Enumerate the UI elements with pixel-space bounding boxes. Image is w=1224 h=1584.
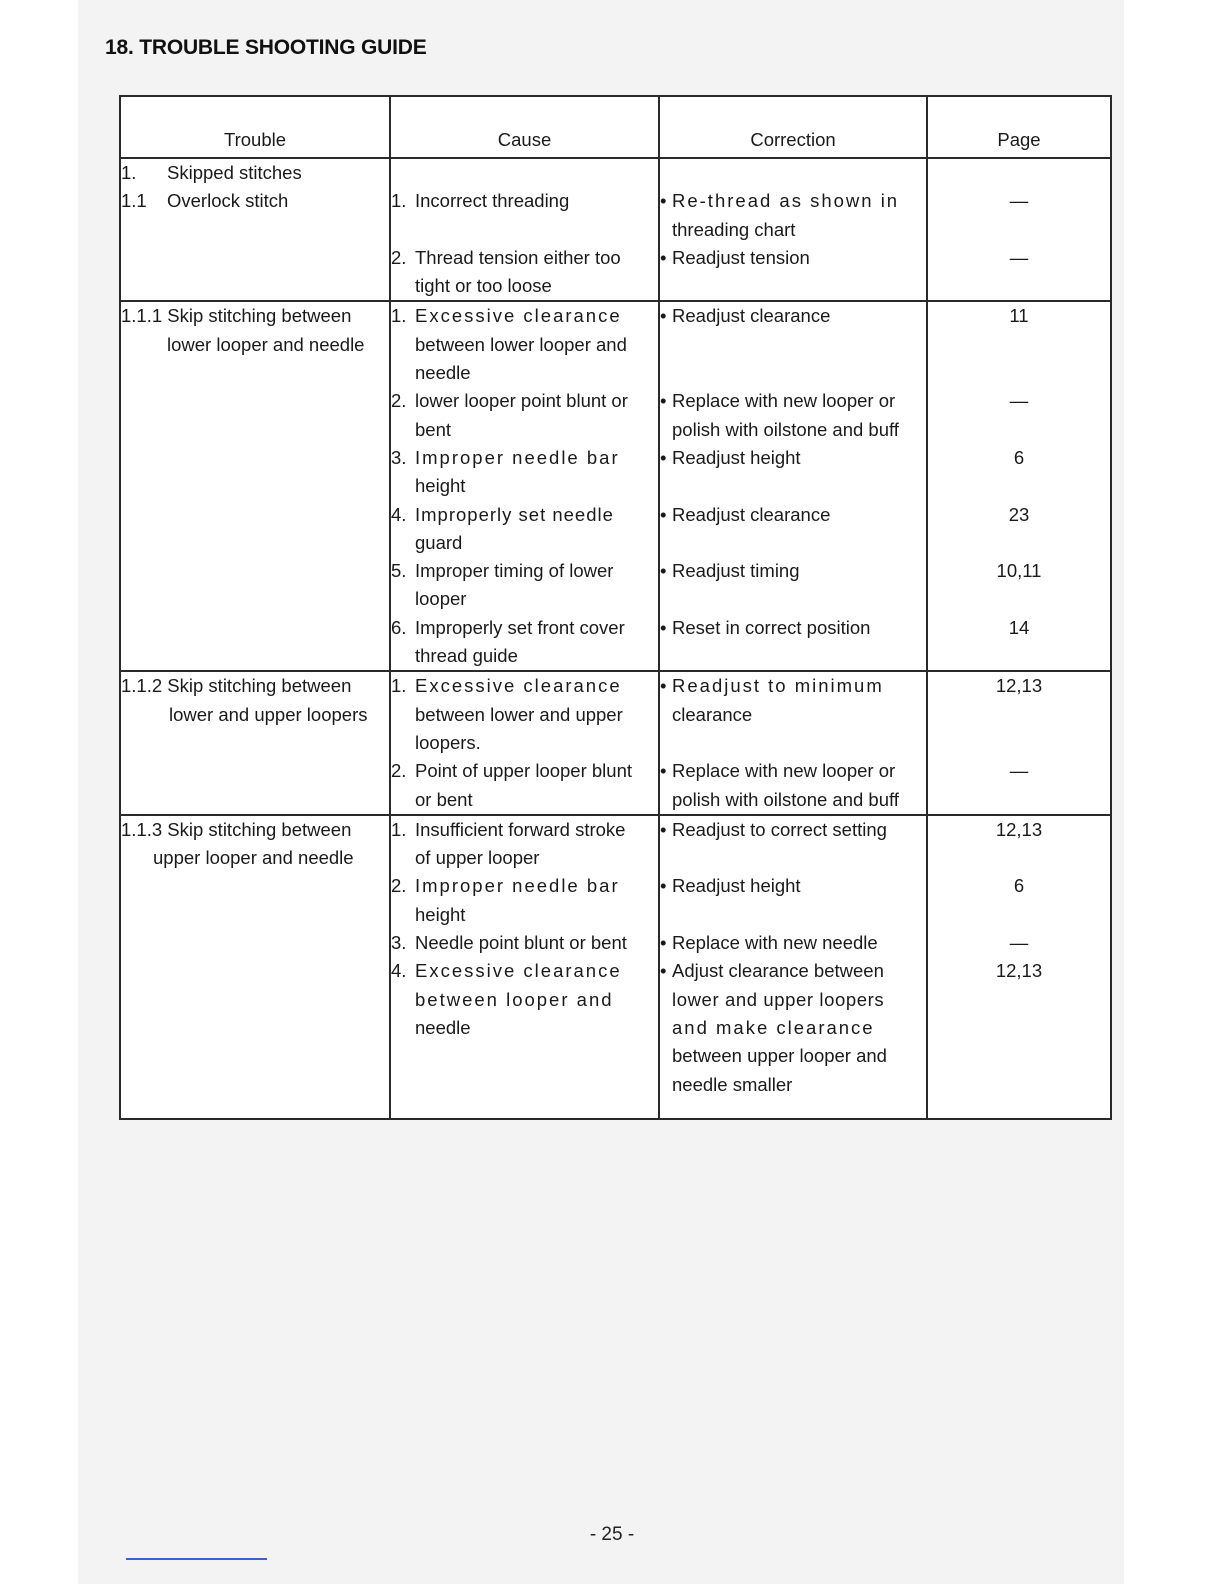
trouble-text: lower and upper loopers bbox=[169, 703, 368, 725]
page-ref: 12,13 bbox=[995, 675, 1043, 697]
correction-item: • Readjust to minimum clearance bbox=[660, 672, 926, 729]
page-ref: 12,13 bbox=[995, 960, 1043, 982]
bullet-icon: • bbox=[660, 190, 669, 212]
correction-item: • Readjust height bbox=[660, 872, 926, 900]
bullet-icon: • bbox=[660, 305, 667, 327]
page-cell bbox=[927, 158, 1111, 301]
page-ref: — bbox=[1009, 390, 1029, 412]
page-ref: 14 bbox=[1008, 616, 1030, 638]
cause-item: 1. Insufficient forward stroke of upper looper bbox=[391, 818, 626, 869]
cause-item: 1. Excessive clearance between lower looper and needle bbox=[391, 305, 627, 384]
trouble-text: Skip stitching between bbox=[167, 818, 352, 840]
header-trouble: Trouble bbox=[120, 96, 390, 158]
cause-item: 2. Point of upper looper blunt or bent bbox=[391, 760, 633, 810]
cause-item: 6. Improperly set front cover thread guide bbox=[391, 616, 625, 667]
page-ref: — bbox=[1009, 246, 1029, 268]
bullet-icon: • bbox=[660, 875, 667, 897]
trouble-text: Skip stitching between bbox=[167, 675, 352, 697]
correction-cell bbox=[659, 671, 927, 814]
table-row bbox=[120, 158, 1111, 301]
bullet-icon: • bbox=[660, 616, 667, 638]
correction-cell bbox=[659, 301, 927, 671]
page-ref: 11 bbox=[1009, 305, 1029, 327]
trouble-text: upper looper and needle bbox=[153, 847, 354, 869]
page-cell bbox=[927, 815, 1111, 1119]
trouble-text: Skip stitching between bbox=[167, 305, 352, 327]
bullet-icon: • bbox=[660, 675, 669, 697]
bullet-icon: • bbox=[660, 503, 667, 525]
cause-cell bbox=[390, 301, 659, 671]
correction-item: • Replace with new looper or polish with oilstone and buff bbox=[660, 387, 926, 444]
cause-item: 2. lower looper point blunt or bent bbox=[391, 390, 628, 440]
trouble-cell bbox=[120, 815, 390, 1119]
bullet-icon: • bbox=[660, 818, 667, 840]
cause-item: 4. Excessive clearance between looper and needle bbox=[391, 960, 622, 1038]
trouble-number: 1.1.2 bbox=[121, 675, 163, 697]
bullet-icon: • bbox=[660, 932, 667, 954]
page-title: 18. TROUBLE SHOOTING GUIDE bbox=[105, 36, 427, 59]
page-number: - 25 - bbox=[589, 1524, 635, 1545]
cause-item: 1. Excessive clearance between lower and upper loopers. bbox=[391, 675, 623, 753]
correction-item: • Readjust clearance bbox=[660, 501, 926, 529]
page-cell bbox=[927, 671, 1111, 814]
cause-item: 2. Improper needle bar height bbox=[391, 875, 620, 925]
trouble-text: Skipped stitches bbox=[167, 162, 302, 183]
correction-item: • Reset in correct position bbox=[660, 614, 926, 642]
cause-cell bbox=[390, 158, 659, 301]
header-row bbox=[120, 96, 1111, 158]
cause-cell bbox=[390, 815, 659, 1119]
cause-item: 3. Needle point blunt or bent bbox=[391, 932, 627, 954]
correction-item: • Readjust clearance bbox=[660, 302, 926, 330]
trouble-shooting-table bbox=[119, 95, 1112, 1120]
bullet-icon: • bbox=[660, 246, 667, 268]
header-page: Page bbox=[927, 96, 1111, 158]
correction-item: • Readjust height bbox=[660, 444, 926, 472]
correction-item: • Re-thread as shown in threading chart bbox=[660, 187, 926, 244]
page-ref: — bbox=[1009, 190, 1029, 212]
trouble-cell bbox=[120, 158, 390, 301]
header-cause: Cause bbox=[390, 96, 659, 158]
cause-item: 4. Improperly set needle guard bbox=[391, 503, 614, 553]
cause-cell bbox=[390, 671, 659, 814]
correction-item: • Adjust clearance between lower and upper loopers and make clearance between upper looper and needle smaller bbox=[660, 957, 926, 1098]
table-row bbox=[120, 671, 1111, 814]
trouble-text: lower looper and needle bbox=[167, 333, 365, 355]
table-row bbox=[120, 301, 1111, 671]
cause-item: 2. Thread tension either too tight or too loose bbox=[391, 246, 621, 297]
page-ref: 12,13 bbox=[995, 818, 1043, 840]
cause-item: 5. Improper timing of lower looper bbox=[391, 560, 614, 610]
page-cell bbox=[927, 301, 1111, 671]
correction-item: • Readjust timing bbox=[660, 557, 926, 585]
page-ref: 6 bbox=[1013, 875, 1025, 897]
correction-item: • Replace with new needle bbox=[660, 929, 926, 957]
trouble-number: 1.1 bbox=[121, 190, 147, 212]
trouble-cell bbox=[120, 301, 390, 671]
scan-mark bbox=[126, 1558, 267, 1560]
bullet-icon: • bbox=[660, 390, 667, 412]
correction-cell bbox=[659, 158, 927, 301]
bullet-icon: • bbox=[660, 446, 667, 468]
trouble-number: 1. bbox=[121, 162, 137, 183]
bullet-icon: • bbox=[660, 760, 667, 782]
correction-item: • Readjust to correct setting bbox=[660, 816, 926, 844]
page-ref: — bbox=[1009, 760, 1029, 782]
trouble-text: Overlock stitch bbox=[167, 190, 289, 212]
correction-item: • Replace with new looper or polish with oilstone and buff bbox=[660, 757, 926, 814]
table-row bbox=[120, 815, 1111, 1119]
cause-item: 1. Incorrect threading bbox=[391, 190, 570, 212]
cause-item: 3. Improper needle bar height bbox=[391, 446, 620, 497]
trouble-cell bbox=[120, 671, 390, 814]
correction-cell bbox=[659, 815, 927, 1119]
page-ref: 23 bbox=[1008, 503, 1030, 525]
trouble-number: 1.1.1 bbox=[121, 305, 163, 327]
bullet-icon: • bbox=[660, 960, 667, 982]
trouble-number: 1.1.3 bbox=[121, 818, 163, 840]
correction-item: • Readjust tension bbox=[660, 244, 926, 272]
page-ref: 10,11 bbox=[996, 560, 1042, 582]
header-correction: Correction bbox=[659, 96, 927, 158]
page-ref: — bbox=[1009, 932, 1029, 954]
page-ref: 6 bbox=[1013, 446, 1025, 468]
bullet-icon: • bbox=[660, 560, 667, 582]
